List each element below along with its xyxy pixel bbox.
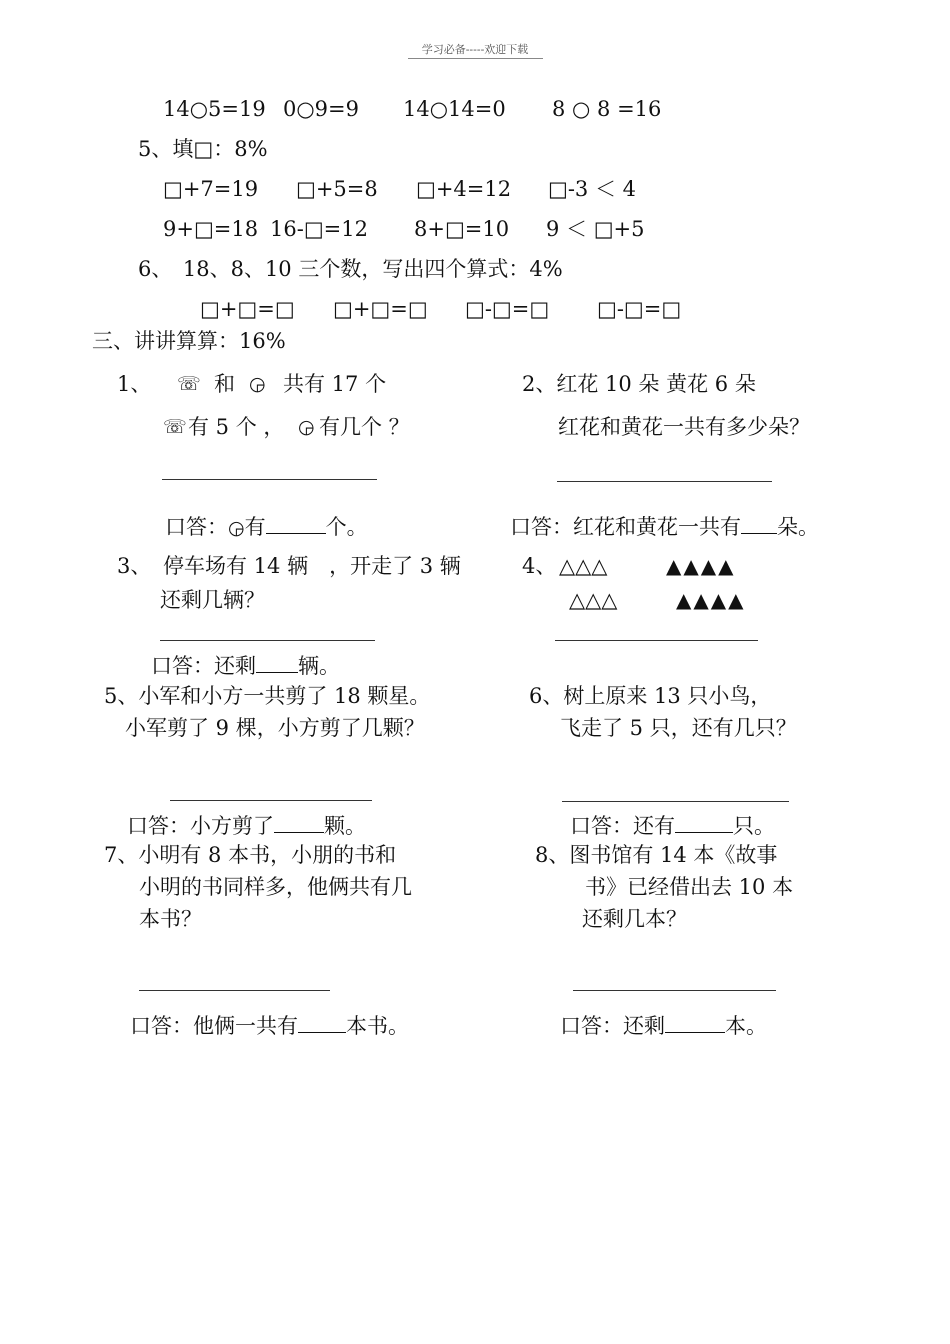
clock-icon: ◶ <box>298 416 315 438</box>
q4-eq-1: 14○5=19 <box>163 97 266 121</box>
p1-answer-line[interactable] <box>162 479 377 480</box>
p7-oral-answer <box>130 1013 409 1037</box>
p8-ans-prefix: 口答：还剩 <box>560 1014 665 1038</box>
p6-line1: 6、树上原来 13 只小鸟， <box>529 684 772 708</box>
p7-line2: 小明的书同样多，他俩共有几 <box>139 875 412 899</box>
section-3-title: 三、讲讲算算：16% <box>92 329 286 353</box>
q4-eq-4: 8 ○ 8 =16 <box>552 97 662 121</box>
q5-r2-2: 16-□=12 <box>270 217 368 241</box>
p7-line1: 7、小明有 8 本书，小朋的书和 <box>104 843 397 867</box>
p6-ans-suffix: 只。 <box>733 814 775 838</box>
p2-oral-answer <box>510 514 819 538</box>
p5-ans-suffix: 颗。 <box>324 814 366 838</box>
q4-eq-2: 0○9=9 <box>283 97 360 121</box>
phone-icon: ☏ <box>177 373 201 395</box>
q4-eq-3: 14○14=0 <box>403 97 506 121</box>
q5-r2-1: 9+□=18 <box>163 217 259 241</box>
p1-he: 和 <box>214 372 235 396</box>
p2-answer-blank[interactable] <box>741 514 777 534</box>
q5-r1-4: □-3 ＜ 4 <box>548 177 637 201</box>
hollow-triangles: △△△ <box>559 554 608 578</box>
p3-oral-answer <box>151 653 340 677</box>
solid-triangles: ▲▲▲▲ <box>676 588 746 612</box>
p8-line3: 还剩几本？ <box>582 907 687 931</box>
p4-num: 4、 <box>522 554 557 578</box>
q5-r2-4: 9 ＜ □+5 <box>546 217 645 241</box>
p8-line2: 书》已经借出去 10 本 <box>585 875 794 899</box>
p3-line1: 停车场有 14 辆 ，开走了 3 辆 <box>163 554 461 578</box>
p4-answer-line[interactable] <box>555 640 758 641</box>
p8-ans-suffix: 本。 <box>725 1014 767 1038</box>
p3-line2: 还剩几辆？ <box>160 588 265 612</box>
p1-ans-prefix: 口答： <box>165 515 228 539</box>
p6-answer-line[interactable] <box>562 801 789 802</box>
page-header: 学习必备-----欢迎下载 <box>421 43 529 56</box>
p7-line3: 本书？ <box>139 907 202 931</box>
p5-answer-line[interactable] <box>170 800 372 801</box>
p2-line2: 红花和黄花一共有多少朵？ <box>558 415 810 439</box>
q5-r1-3: □+4=12 <box>416 177 512 201</box>
p6-answer-blank[interactable] <box>675 813 733 833</box>
p2-answer-line[interactable] <box>557 481 772 482</box>
p3-answer-blank[interactable] <box>256 653 298 673</box>
p1-ans-suffix: 个。 <box>325 515 368 539</box>
p5-line1: 5、小军和小方一共剪了 18 颗星。 <box>104 684 431 708</box>
clock-icon: ◶ <box>249 373 266 395</box>
q6-title: 6、 18、8、10 三个数，写出四个算式：4% <box>138 257 563 281</box>
header-rule <box>408 58 543 59</box>
q5-title: 5、填□：8% <box>138 137 268 161</box>
q6-eq-2: □+□=□ <box>333 297 428 321</box>
p8-oral-answer <box>560 1013 767 1037</box>
p2-ans-suffix: 朵。 <box>777 515 819 539</box>
q5-r1-2: □+5=8 <box>296 177 378 201</box>
p7-answer-blank[interactable] <box>298 1013 346 1033</box>
solid-triangles: ▲▲▲▲ <box>666 554 736 578</box>
q5-r2-3: 8+□=10 <box>414 217 510 241</box>
p2-line1: 2、红花 10 朵 黄花 6 朵 <box>522 372 756 396</box>
hollow-triangles: △△△ <box>569 588 618 612</box>
p8-answer-blank[interactable] <box>665 1013 725 1033</box>
q6-eq-3: □-□=□ <box>465 297 550 321</box>
p6-line2: 飞走了 5 只，还有几只？ <box>560 716 797 740</box>
p8-line1: 8、图书馆有 14 本《故事 <box>535 843 778 867</box>
p2-ans-prefix: 口答：红花和黄花一共有 <box>510 515 741 539</box>
p3-ans-suffix: 辆。 <box>298 654 340 678</box>
p3-answer-line[interactable] <box>160 640 375 641</box>
p5-answer-blank[interactable] <box>274 813 324 833</box>
p1-line2b: 有几个 ？ <box>319 415 410 439</box>
q5-r1-1: □+7=19 <box>163 177 259 201</box>
p8-answer-line[interactable] <box>573 990 776 991</box>
p7-answer-line[interactable] <box>139 990 330 991</box>
p1-num: 1、 <box>117 372 152 396</box>
p5-ans-prefix: 口答：小方剪了 <box>127 814 274 838</box>
p1-line1: 共有 17 个 <box>283 372 387 396</box>
p6-oral-answer <box>570 813 775 837</box>
p7-ans-prefix: 口答：他俩一共有 <box>130 1014 298 1038</box>
p1-answer-blank[interactable] <box>266 514 326 534</box>
phone-icon: ☏ <box>163 416 187 438</box>
p5-line2: 小军剪了 9 棵，小方剪了几颗？ <box>125 716 425 740</box>
q6-eq-4: □-□=□ <box>597 297 682 321</box>
p7-ans-suffix: 本书。 <box>346 1014 409 1038</box>
p1-ans-mid: 有 <box>244 515 266 539</box>
q6-eq-1: □+□=□ <box>200 297 295 321</box>
p3-ans-prefix: 口答：还剩 <box>151 654 256 678</box>
p1-oral-answer <box>165 514 368 538</box>
p6-ans-prefix: 口答：还有 <box>570 814 675 838</box>
clock-icon: ◶ <box>228 517 245 539</box>
p5-oral-answer <box>127 813 366 837</box>
p3-num: 3、 <box>117 554 152 578</box>
p1-line2a: 有 5 个 ， <box>188 415 285 439</box>
